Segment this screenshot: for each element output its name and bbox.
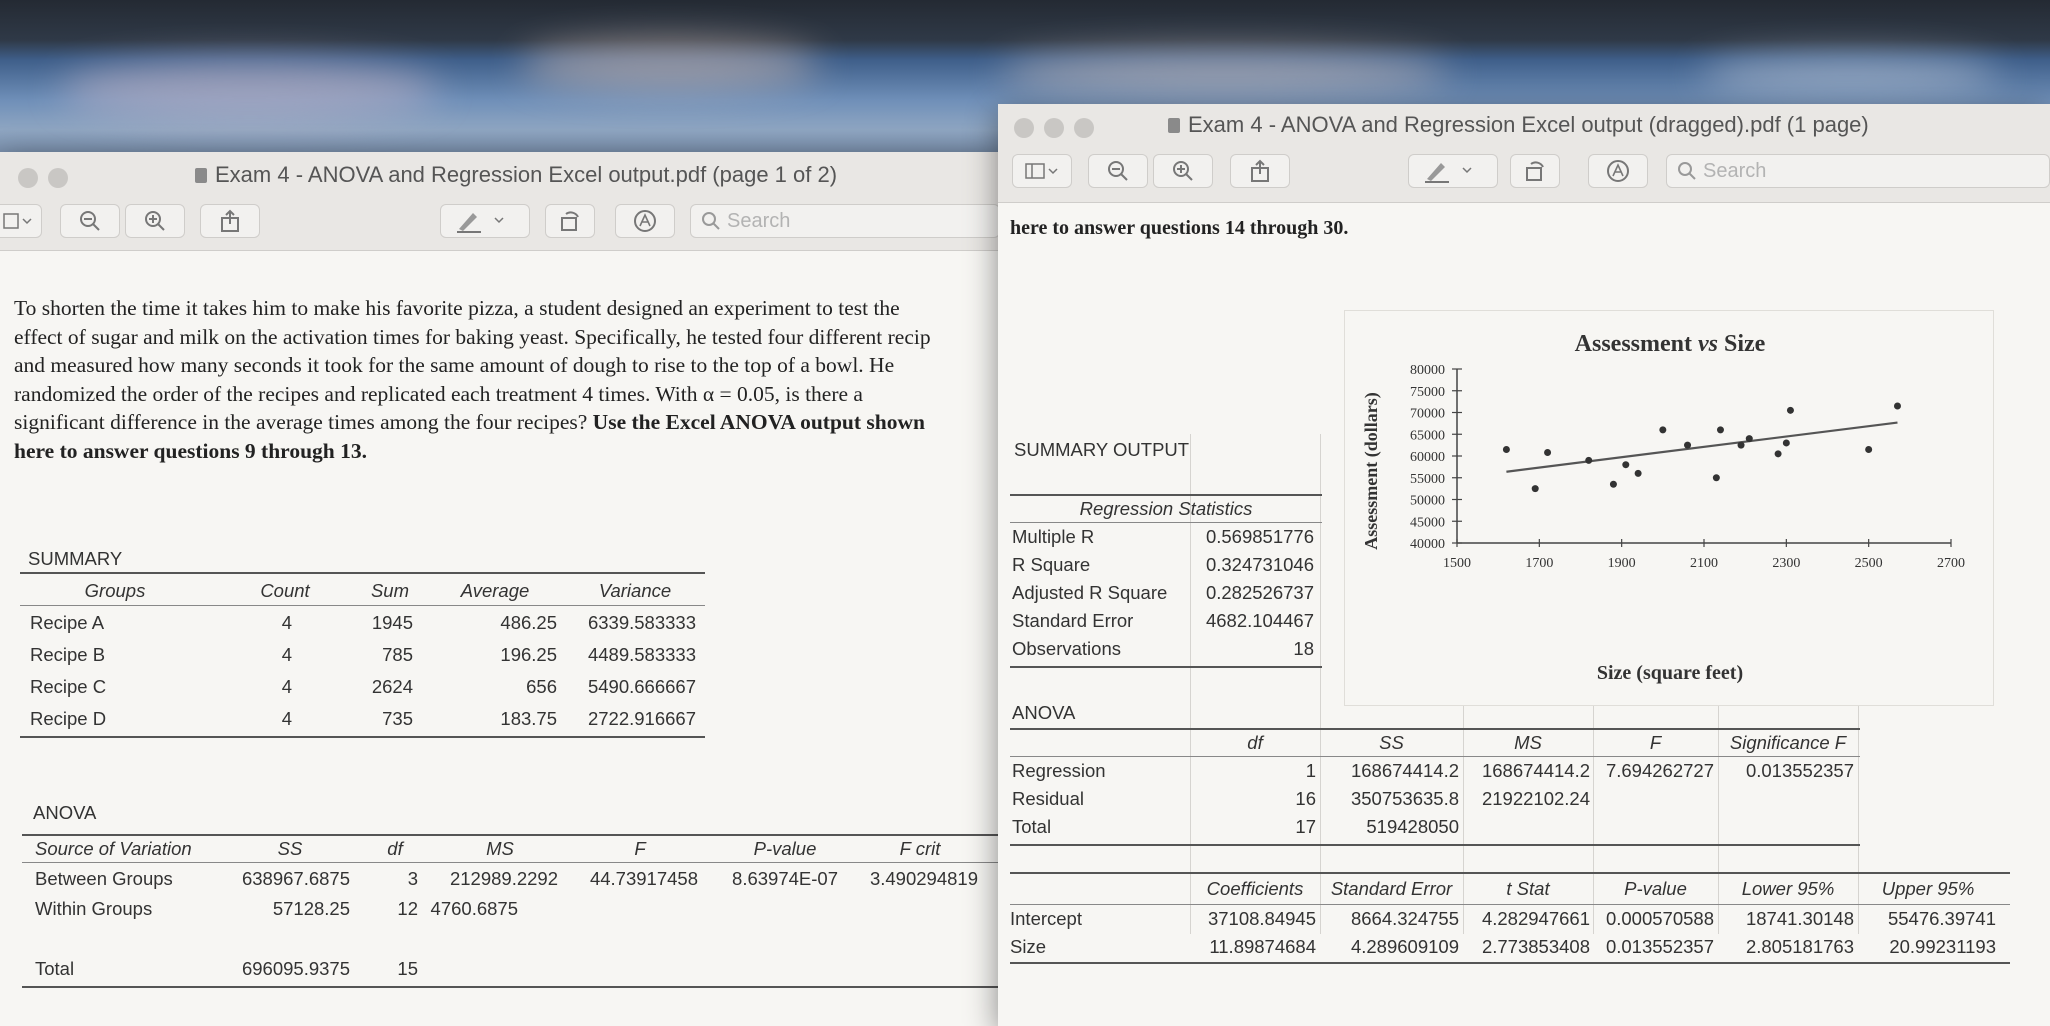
x-tick-label: 2500: [1854, 556, 1883, 571]
scatter-point: [1503, 446, 1510, 453]
chart-title: Assessment vs Size: [1574, 331, 1766, 357]
scatter-point: [1585, 457, 1592, 464]
coefficients-header: P-value: [1624, 878, 1687, 899]
search-icon: [1677, 161, 1697, 181]
anova-header: F crit: [899, 838, 941, 859]
zoom-window-button[interactable]: [1074, 118, 1094, 138]
window-title: Exam 4 - ANOVA and Regression Excel output (dragged).pdf (1 page): [1168, 112, 1869, 138]
y-tick-label: 80000: [1410, 363, 1445, 378]
pdf-document-icon: [1168, 118, 1180, 133]
anova-header: F: [1649, 732, 1662, 753]
zoom-out-icon: [78, 209, 102, 233]
x-tick-label: 1700: [1525, 556, 1554, 571]
anova-title: ANOVA: [33, 802, 97, 823]
scatter-chart-container: [1344, 310, 1994, 706]
pen-icon: [1423, 159, 1483, 183]
summary-header: Sum: [370, 580, 410, 601]
assessment-vs-size-chart: [1345, 311, 1993, 705]
share-icon: [219, 209, 241, 233]
anova-header: MS: [1514, 732, 1542, 753]
anova-title: ANOVA: [1012, 702, 1076, 723]
zoom-in-icon: [1171, 159, 1195, 183]
scatter-point: [1738, 442, 1745, 449]
y-tick-label: 50000: [1410, 493, 1445, 509]
search-field[interactable]: Search: [1666, 154, 2050, 188]
share-icon: [1249, 159, 1271, 183]
anova-header: Source of Variation: [35, 838, 192, 859]
scatter-point: [1865, 446, 1872, 453]
zoom-in-button[interactable]: [125, 204, 185, 238]
scatter-point: [1787, 407, 1794, 414]
sidebar-icon: [3, 212, 33, 230]
close-window-button[interactable]: [1014, 118, 1034, 138]
rotate-icon: [1523, 159, 1547, 183]
x-tick-label: 2700: [1937, 556, 1965, 571]
scatter-point: [1532, 485, 1539, 492]
search-field[interactable]: Search: [690, 204, 1000, 238]
y-tick-label: 60000: [1410, 450, 1445, 465]
left-window-titlebar: [0, 152, 1000, 251]
markup-pen-button[interactable]: [440, 204, 530, 238]
markup-circle-icon: [633, 209, 657, 233]
trend-line: [1506, 423, 1897, 472]
sidebar-icon: [1025, 162, 1059, 180]
regression-statistics-header: Regression Statistics: [1079, 498, 1253, 519]
right-pdf-window: Exam 4 - ANOVA and Regression Excel output (dragged).pdf (1 page) Search here to answer questions 14 through 30. SUMMARY OUTPUT Regression Statistics Multiple R 0.569851776 R Square 0.324731046 Adjusted R Square 0.282526737 Standard Error 4682.104467 Observations 18 ANOVA df SS MS F Significance F Regression 1 168674414.2 168674414.2 7.694262727 0.013552357 Residual 16 350753635.8 21922102.24 Total 17 519428050 Coefficients Standard Error t Stat P-value Lower 95% Upper 95% Intercept 37108.84945 8664.324755 4.282947661 0.000570588 18741.30148 55476.39741 Size 11.89874684 4.289609109 2.773853408 0.013552357 2.805181763 20.99231193 Assessment vs Size 1500 1700 1900 2100 2300 2500 2700 40000 45000 50000 55000 60000 65000 70000 75000 80000 Size (square feet) Assessment (dollars): [998, 104, 2050, 1026]
share-button[interactable]: [1230, 154, 1290, 188]
annotate-button[interactable]: [1588, 154, 1648, 188]
minimize-window-button[interactable]: [1044, 118, 1064, 138]
pen-icon: [455, 209, 515, 233]
anova-header: MS: [486, 838, 514, 859]
share-button[interactable]: [200, 204, 260, 238]
rotate-icon: [558, 209, 582, 233]
right-window-titlebar: [998, 104, 2050, 203]
x-axis-label: Size (square feet): [1596, 662, 1744, 684]
x-tick-label: 2300: [1772, 556, 1801, 571]
zoom-in-icon: [143, 209, 167, 233]
scatter-point: [1610, 481, 1617, 488]
y-tick-label: 70000: [1410, 406, 1445, 422]
scatter-point: [1783, 439, 1790, 446]
y-tick-label: 75000: [1410, 384, 1445, 400]
zoom-out-button[interactable]: [60, 204, 120, 238]
rotate-button[interactable]: [1510, 154, 1560, 188]
anova-header: F: [634, 838, 646, 859]
scatter-point: [1713, 474, 1720, 481]
anova-header: df: [387, 838, 403, 859]
scatter-point: [1544, 449, 1551, 456]
problem-line: randomized the order of the recipes and replicated each treatment 4 times. With α = 0.05, is there a: [14, 381, 863, 406]
markup-pen-button[interactable]: [1408, 154, 1498, 188]
minimize-window-button[interactable]: [48, 168, 68, 188]
coefficients-header: Standard Error: [1330, 878, 1453, 899]
x-tick-label: 2100: [1690, 556, 1718, 571]
summary-header: Variance: [598, 580, 672, 601]
scatter-point: [1746, 435, 1753, 442]
coefficients-header: Upper 95%: [1881, 878, 1975, 899]
sidebar-toggle-button[interactable]: [1012, 154, 1072, 188]
anova-header: SS: [277, 838, 303, 859]
problem-line: significant difference in the average times among the four recipes? Use the Excel ANOVA output shown: [14, 410, 925, 434]
y-axis-label: Assessment (dollars): [1361, 392, 1381, 550]
rotate-button[interactable]: [545, 204, 595, 238]
problem-line: here to answer questions 9 through 13.: [14, 438, 367, 463]
summary-title: SUMMARY: [28, 548, 123, 569]
search-icon: [701, 211, 721, 231]
x-tick-label: 1900: [1607, 556, 1636, 571]
coefficients-header: Lower 95%: [1741, 878, 1835, 899]
scatter-point: [1684, 442, 1691, 449]
zoom-in-button[interactable]: [1153, 154, 1213, 188]
x-tick-label: 1500: [1443, 556, 1471, 571]
scatter-point: [1622, 461, 1629, 468]
intro-text: here to answer questions 14 through 30.: [1010, 217, 1349, 239]
zoom-out-icon: [1106, 159, 1130, 183]
anova-header: P-value: [753, 838, 817, 859]
annotate-button[interactable]: [615, 204, 675, 238]
summary-header: Average: [460, 580, 530, 601]
pdf-document-icon: [195, 168, 207, 183]
close-window-button[interactable]: [18, 168, 38, 188]
scatter-point: [1717, 426, 1724, 433]
anova-header: Significance F: [1729, 732, 1847, 753]
window-title: Exam 4 - ANOVA and Regression Excel output.pdf (page 1 of 2): [195, 162, 837, 188]
zoom-out-button[interactable]: [1088, 154, 1148, 188]
y-tick-label: 55000: [1410, 471, 1445, 487]
scatter-point: [1775, 450, 1782, 457]
coefficients-header: Coefficients: [1206, 878, 1304, 899]
y-tick-label: 40000: [1410, 537, 1445, 552]
sidebar-toggle-button[interactable]: [0, 204, 42, 238]
anova-header: df: [1247, 732, 1263, 753]
y-tick-label: 45000: [1410, 515, 1445, 531]
problem-line: and measured how many seconds it took for the same amount of dough to rise to the top of a bowl. He: [14, 353, 895, 377]
markup-circle-icon: [1606, 159, 1630, 183]
left-pdf-window: Exam 4 - ANOVA and Regression Excel output.pdf (page 1 of 2) Search To shorten the time it takes him to make his favorite pizza, a student designed an experiment to test the effect of sugar and milk on the activation times for baking yeast. Specifically, he tested four different recip and measured how many seconds it took for the same amount of dough to rise to the top of a bowl. He randomized the order of the recipes and replicated each treatment 4 times. With α = 0.05, is there a significant difference in the average times among the four recipes? Use the Excel ANOVA output shown here to answer questions 9 through 13. SUMMARY Groups Count Sum Average Variance Recipe A 4 1945 486.25 6339.583333 Recipe B 4 785 196.25 4489.583333 Recipe C 4 2624 656 5490.666667 Recipe D 4 735 183.75 2722.916667 ANOVA Source of Variation SS df MS F P-value F crit Between Groups 638967.6875 3 212989.2292 44.73917458 8.63974E-07 3.490294819 Within Groups 57128.25 12 4760.6875 Total 696095.9375 15: [0, 152, 1000, 1026]
summary-header: Groups: [84, 580, 146, 601]
summary-output-title: SUMMARY OUTPUT: [1014, 439, 1190, 460]
scatter-point: [1659, 426, 1666, 433]
coefficients-header: t Stat: [1506, 878, 1550, 899]
summary-header: Count: [260, 580, 310, 601]
problem-line: effect of sugar and milk on the activation times for baking yeast. Specifically, he tested four different recip: [14, 324, 931, 349]
anova-header: SS: [1379, 732, 1404, 753]
problem-line: To shorten the time it takes him to make his favorite pizza, a student designed an experiment to test the: [14, 296, 900, 320]
scatter-point: [1894, 402, 1901, 409]
problem-statement: [14, 294, 1000, 465]
scatter-point: [1635, 470, 1642, 477]
y-tick-label: 65000: [1410, 428, 1445, 444]
